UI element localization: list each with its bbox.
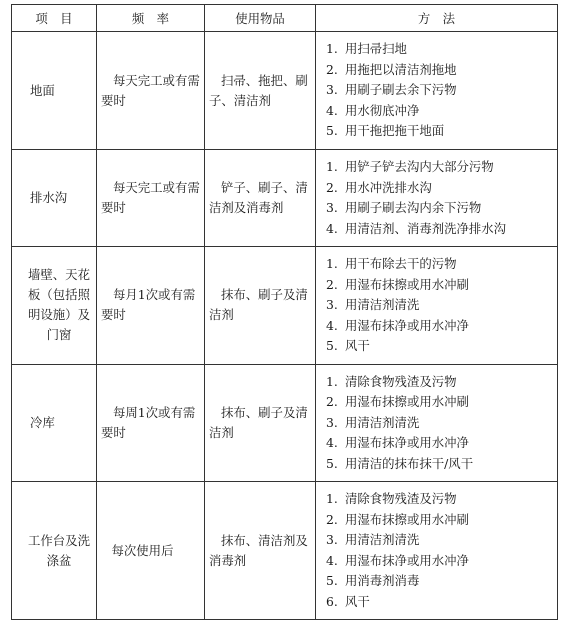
cleaning-schedule-table — [11, 4, 558, 620]
method-step: 3. 用刷子刷去余下污物 — [326, 82, 457, 98]
method-cell — [316, 150, 558, 247]
table-row — [12, 482, 558, 620]
item-cell: 工作台及洗涤盆 — [12, 482, 97, 620]
method-list — [326, 372, 551, 475]
method-step: 3. 用刷子刷去沟内余下污物 — [326, 200, 482, 215]
method-step: 2. 用水冲洗排水沟 — [326, 179, 432, 195]
header-supplies: 使用物品 — [205, 5, 316, 32]
table-row — [12, 32, 558, 150]
method-list — [326, 39, 551, 142]
method-list — [326, 489, 551, 612]
method-cell — [316, 364, 558, 482]
method-step: 3. 用清洁剂清洗 — [326, 532, 420, 547]
supplies-cell: 铲子、刷子、清洁剂及消毒剂 — [205, 150, 316, 247]
header-frequency: 频 率 — [97, 5, 205, 32]
header-item: 项 目 — [12, 5, 97, 32]
method-step: 3. 用清洁剂清洗 — [326, 414, 420, 430]
method-step: 5. 风干 — [326, 338, 370, 353]
method-step: 2. 用湿布抹擦或用水冲刷 — [326, 276, 469, 292]
table-row — [12, 364, 558, 482]
item-cell: 排水沟 — [12, 150, 97, 247]
method-step: 2. 用湿布抹擦或用水冲刷 — [326, 511, 469, 527]
item-cell: 地面 — [12, 32, 97, 150]
method-step: 1. 清除食物残渣及污物 — [326, 491, 457, 506]
method-step: 1. 用干布除去干的污物 — [326, 256, 457, 271]
supplies-cell: 抹布、清洁剂及消毒剂 — [205, 482, 316, 620]
method-step: 4. 用水彻底冲净 — [326, 102, 420, 118]
method-step: 6. 风干 — [326, 593, 370, 609]
method-step: 2. 用拖把以清洁剂拖地 — [326, 61, 457, 77]
table-row — [12, 247, 558, 365]
item-cell: 冷库 — [12, 364, 97, 482]
method-step: 2. 用湿布抹擦或用水冲刷 — [326, 394, 469, 409]
table-row — [12, 150, 558, 247]
method-step: 1. 清除食物残渣及污物 — [326, 373, 457, 389]
method-step: 4. 用湿布抹净或用水冲净 — [326, 552, 469, 568]
method-cell — [316, 482, 558, 620]
frequency-cell: 每月1次或有需要时 — [97, 247, 205, 365]
method-step: 5. 用干拖把拖干地面 — [326, 123, 445, 139]
method-step: 4. 用湿布抹净或用水冲净 — [326, 317, 469, 333]
supplies-cell: 抹布、刷子及清洁剂 — [205, 247, 316, 365]
method-list — [326, 254, 551, 357]
method-step: 3. 用清洁剂清洗 — [326, 297, 420, 312]
item-cell: 墙壁、天花板（包括照明设施）及门窗 — [12, 247, 97, 365]
frequency-cell: 每天完工或有需要时 — [97, 150, 205, 247]
method-cell — [316, 32, 558, 150]
frequency-cell: 每次使用后 — [97, 482, 205, 620]
method-step: 5. 用消毒剂消毒 — [326, 573, 420, 588]
supplies-cell: 抹布、刷子及清洁剂 — [205, 364, 316, 482]
header-row — [12, 5, 558, 32]
header-method: 方 法 — [316, 5, 558, 32]
method-step: 1. 用扫帚扫地 — [326, 41, 407, 57]
method-cell — [316, 247, 558, 365]
method-list — [326, 157, 551, 239]
method-step: 5. 用清洁的抹布抹干/风干 — [326, 455, 474, 471]
supplies-cell: 扫帚、拖把、刷子、清洁剂 — [205, 32, 316, 150]
frequency-cell: 每天完工或有需要时 — [97, 32, 205, 150]
method-step: 1. 用铲子铲去沟内大部分污物 — [326, 159, 494, 174]
method-step: 4. 用清洁剂、消毒剂洗净排水沟 — [326, 220, 507, 236]
method-step: 4. 用湿布抹净或用水冲净 — [326, 435, 469, 450]
frequency-cell: 每周1次或有需要时 — [97, 364, 205, 482]
